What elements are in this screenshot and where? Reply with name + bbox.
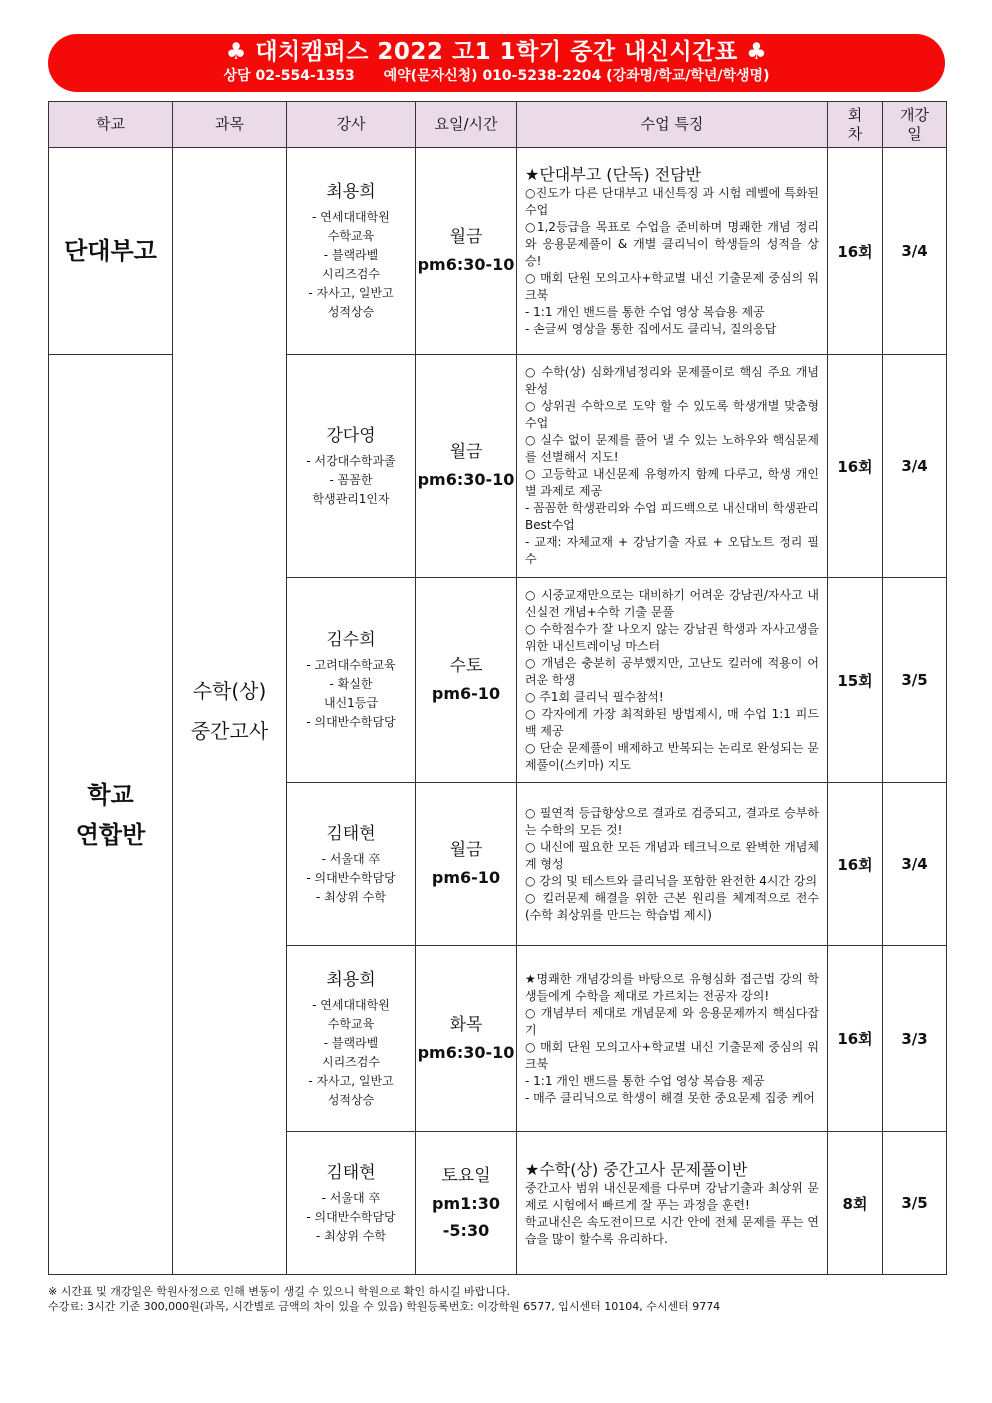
footer-note-schedule: ※ 시간표 및 개강일은 학원사정으로 인해 변동이 생길 수 있으니 학원으로 확인 하시길 바랍니다. — [48, 1285, 510, 1298]
header-teacher: 강사 — [287, 102, 416, 148]
teacher-bio-line: - 의대반수학담당 — [306, 715, 396, 729]
page-title: ♣ 대치캠퍼스 2022 고1 1학기 중간 내신시간표 ♣ — [225, 39, 768, 65]
open-date: 3/5 — [883, 1132, 947, 1275]
feature-cell — [517, 946, 828, 1132]
footer-notes — [48, 1284, 720, 1314]
session-count: 8회 — [828, 1132, 883, 1275]
class-time: pm1:30 — [432, 1193, 500, 1213]
teacher-bio-line: 내신1등급 — [323, 696, 378, 710]
class-days: 월금 — [449, 442, 483, 462]
open-date: 3/3 — [883, 946, 947, 1132]
session-count: 16회 — [828, 355, 883, 578]
school-union-b: 연합반 — [75, 820, 146, 849]
teacher-bio-line: 수학교육 — [327, 229, 375, 243]
teacher-cell — [287, 783, 416, 946]
teacher-bio-line: - 연세대대학원 — [312, 210, 390, 224]
teacher-bio-line: - 자사고, 일반고 — [308, 286, 394, 300]
feature-line: ○ 개념부터 제대로 개념문제 와 응용문제까지 핵심다잡기 — [525, 1005, 819, 1037]
feature-line: ○1,2등급을 목표로 수업을 준비하며 명쾌한 개념 정리와 응용문제풀이 & 개별 클리닉이 학생들의 성적을 상승! — [525, 220, 819, 268]
feature-line: ○ 고등학교 내신문제 유형까지 함께 다루고, 학생 개인별 과제로 제공 — [525, 467, 819, 498]
subject-cell — [173, 148, 287, 1275]
feature-line: ○ 개념은 충분히 공부했지만, 고난도 킬러에 적용이 어려운 학생 — [525, 655, 819, 687]
teacher-cell — [287, 578, 416, 783]
feature-line: ○ 킬러문제 해결을 위한 근본 원리를 체계적으로 전수 (수학 최상위를 만드는 학습법 제시) — [525, 890, 819, 922]
time-cell — [416, 946, 517, 1132]
header-count-a: 회 — [847, 105, 863, 124]
teacher-bio-line: - 블랙라벨 — [323, 1035, 379, 1050]
feature-line: ○ 단순 문제풀이 배제하고 반복되는 논리로 완성되는 문제풀이(스키마) 지도 — [525, 740, 819, 772]
feature-line: - 매주 클리닉으로 학생이 해결 못한 중요문제 집중 케어 — [525, 1090, 815, 1105]
class-time: pm6-10 — [431, 684, 501, 703]
feature-cell — [517, 578, 828, 783]
teacher-cell — [287, 355, 416, 578]
session-count: 16회 — [828, 148, 883, 355]
teacher-bio-line: 학생관리1인자 — [312, 491, 390, 506]
teacher-bio-line: 성적상승 — [327, 305, 375, 319]
school-union-a: 학교 — [87, 780, 134, 809]
subject-name: 수학(상) — [192, 679, 267, 703]
feature-line: 학교내신은 속도전이므로 시간 안에 전체 문제를 푸는 연습을 많이 할수록 유리하다. — [525, 1214, 819, 1246]
teacher-bio-line: - 의대반수학담당 — [306, 870, 396, 885]
class-days: 월금 — [449, 227, 483, 247]
feature-line: ○ 매회 단원 모의고사+학교별 내신 기출문제 중심의 워크북 — [525, 1039, 819, 1071]
teacher-name: 김수희 — [326, 630, 376, 650]
header-school: 학교 — [49, 102, 173, 148]
teacher-bio-line: - 최상위 수학 — [316, 1228, 386, 1243]
feature-line: ○ 상위권 수학으로 도약 할 수 있도록 학생개별 맞춤형 수업 — [525, 399, 819, 430]
teacher-cell — [287, 148, 416, 355]
class-days: 월금 — [449, 840, 483, 860]
session-count: 16회 — [828, 783, 883, 946]
session-count: 15회 — [828, 578, 883, 783]
feature-line: - 꼼꼼한 학생관리와 수업 피드백으로 내신대비 학생관리 Best수업 — [525, 501, 819, 532]
feature-line: ○ 주1회 클리닉 필수참석! — [525, 689, 664, 704]
open-date: 3/4 — [883, 148, 947, 355]
class-days: 화목 — [449, 1014, 483, 1035]
contact-line — [48, 66, 945, 86]
feature-line: ○ 강의 및 테스트와 클리닉을 포함한 완전한 4시간 강의 — [525, 873, 818, 888]
teacher-bio-line: - 블랙라벨 — [323, 248, 379, 262]
open-date: 3/4 — [883, 783, 947, 946]
feature-line: - 1:1 개인 밴드를 통한 수업 영상 복습용 제공 — [525, 305, 765, 319]
teacher-bio-line: - 서강대수학과졸 — [306, 453, 396, 468]
time-cell — [416, 148, 517, 355]
teacher-cell — [287, 946, 416, 1132]
time-cell — [416, 355, 517, 578]
feature-heading: ★단대부고 (단독) 전담반 — [525, 165, 702, 184]
teacher-bio-line: 시리즈검수 — [322, 267, 380, 281]
class-time: pm6:30-10 — [417, 255, 515, 274]
schedule-table — [48, 101, 947, 1275]
header-feature: 수업 특징 — [517, 102, 828, 148]
class-days: 토요일 — [441, 1165, 491, 1186]
title-banner — [48, 34, 945, 92]
reservation-info: 예약(문자신청) 010-5238-2204 (강좌명/학교/학년/학생명) — [383, 68, 770, 84]
header-count — [828, 102, 883, 148]
subject-exam: 중간고사 — [190, 719, 269, 743]
time-cell — [416, 783, 517, 946]
header-open-a: 개강 — [900, 105, 929, 124]
feature-line: ○ 수학점수가 잘 나오지 않는 강남권 학생과 자사고생을 위한 내신트레이닝 마스터 — [525, 621, 819, 653]
feature-line: 중간고사 범위 내신문제를 다루며 강남기출과 최상위 문제로 시험에서 빠르게 잘 푸는 과정을 훈련! — [525, 1180, 819, 1212]
teacher-name: 강다영 — [326, 425, 376, 446]
teacher-bio-line: 성적상승 — [327, 1092, 375, 1107]
class-time: pm6-10 — [431, 868, 501, 887]
teacher-bio-line: - 의대반수학담당 — [306, 1209, 396, 1224]
header-count-b: 차 — [847, 124, 863, 143]
teacher-name: 최용희 — [326, 182, 376, 202]
teacher-bio-line: - 확실한 — [329, 677, 373, 691]
feature-line: ○ 내신에 필요한 모든 개념과 테크닉으로 완벽한 개념체계 형성 — [525, 839, 819, 871]
table-row — [49, 148, 947, 355]
teacher-bio-line: 시리즈검수 — [322, 1054, 380, 1069]
feature-line: ○ 실수 없이 문제를 풀어 낼 수 있는 노하우와 핵심문제를 선별해서 지도! — [525, 433, 819, 464]
teacher-name: 김태현 — [326, 1162, 376, 1183]
time-cell — [416, 578, 517, 783]
school-danDae: 단대부고 — [49, 148, 173, 355]
open-date: 3/5 — [883, 578, 947, 783]
teacher-bio-line: - 꼼꼼한 — [329, 472, 373, 487]
header-open-b: 일 — [907, 124, 922, 143]
teacher-bio-line: 수학교육 — [327, 1016, 375, 1031]
feature-line: ○진도가 다른 단대부고 내신특징 과 시험 레벨에 특화된 수업 — [525, 186, 819, 217]
feature-heading: ★수학(상) 중간고사 문제풀이반 — [525, 1159, 748, 1179]
feature-cell — [517, 783, 828, 946]
class-time-end: -5:30 — [442, 1220, 490, 1240]
feature-line: ○ 시중교재만으로는 대비하기 어려운 강남권/자사고 내신실전 개념+수학 기출 문풀 — [525, 587, 819, 619]
footer-note-fee: 수강료: 3시간 기준 300,000원(과목, 시간별로 금액의 차이 있을 수 있음) 학원등록번호: 이강학원 6577, 입시센터 10104, 수시센터 9774 — [48, 1300, 721, 1313]
school-union — [49, 355, 173, 1275]
header-time: 요일/시간 — [416, 102, 517, 148]
teacher-bio-line: - 서울대 卒 — [321, 851, 381, 866]
header-subject: 과목 — [173, 102, 287, 148]
feature-line: - 교재: 자체교재 + 강남기출 자료 + 오답노트 정리 필수 — [525, 535, 819, 566]
teacher-name: 김태현 — [326, 823, 376, 844]
feature-line: ★명쾌한 개념강의를 바탕으로 유형심화 접근법 강의 학생들에게 수학을 제대로 가르치는 전공자 강의! — [525, 971, 819, 1003]
teacher-bio-line: - 자사고, 일반고 — [308, 1073, 394, 1088]
class-days: 수토 — [449, 656, 483, 676]
feature-line: ○ 필연적 등급향상으로 결과로 검증되고, 결과로 승부하는 수학의 모든 것! — [525, 805, 819, 837]
table-header-row — [49, 102, 947, 148]
teacher-bio-line: - 연세대대학원 — [312, 997, 390, 1012]
teacher-name: 최용희 — [326, 969, 376, 990]
class-time: pm6:30-10 — [417, 470, 515, 489]
teacher-bio-line: - 서울대 卒 — [321, 1190, 381, 1205]
teacher-bio-line: - 최상위 수학 — [316, 889, 386, 904]
feature-cell — [517, 355, 828, 578]
header-open-date — [883, 102, 947, 148]
teacher-bio-line: - 고려대수학교육 — [306, 658, 396, 672]
consult-phone: 상담 02-554-1353 — [223, 68, 355, 84]
time-cell — [416, 1132, 517, 1275]
feature-line: ○ 수학(상) 심화개념정리와 문제풀이로 핵심 주요 개념완성 — [525, 365, 819, 396]
teacher-cell — [287, 1132, 416, 1275]
feature-cell — [517, 1132, 828, 1275]
feature-line: - 손글씨 영상을 통한 집에서도 클리닉, 질의응답 — [525, 322, 777, 336]
open-date: 3/4 — [883, 355, 947, 578]
session-count: 16회 — [828, 946, 883, 1132]
feature-cell — [517, 148, 828, 355]
feature-line: ○ 매회 단원 모의고사+학교별 내신 기출문제 중심의 워크북 — [525, 271, 819, 302]
class-time: pm6:30-10 — [417, 1042, 515, 1062]
feature-line: - 1:1 개인 밴드를 통한 수업 영상 복습용 제공 — [525, 1073, 765, 1088]
feature-line: ○ 각자에게 가장 최적화된 방법제시, 매 수업 1:1 피드백 제공 — [525, 706, 819, 738]
